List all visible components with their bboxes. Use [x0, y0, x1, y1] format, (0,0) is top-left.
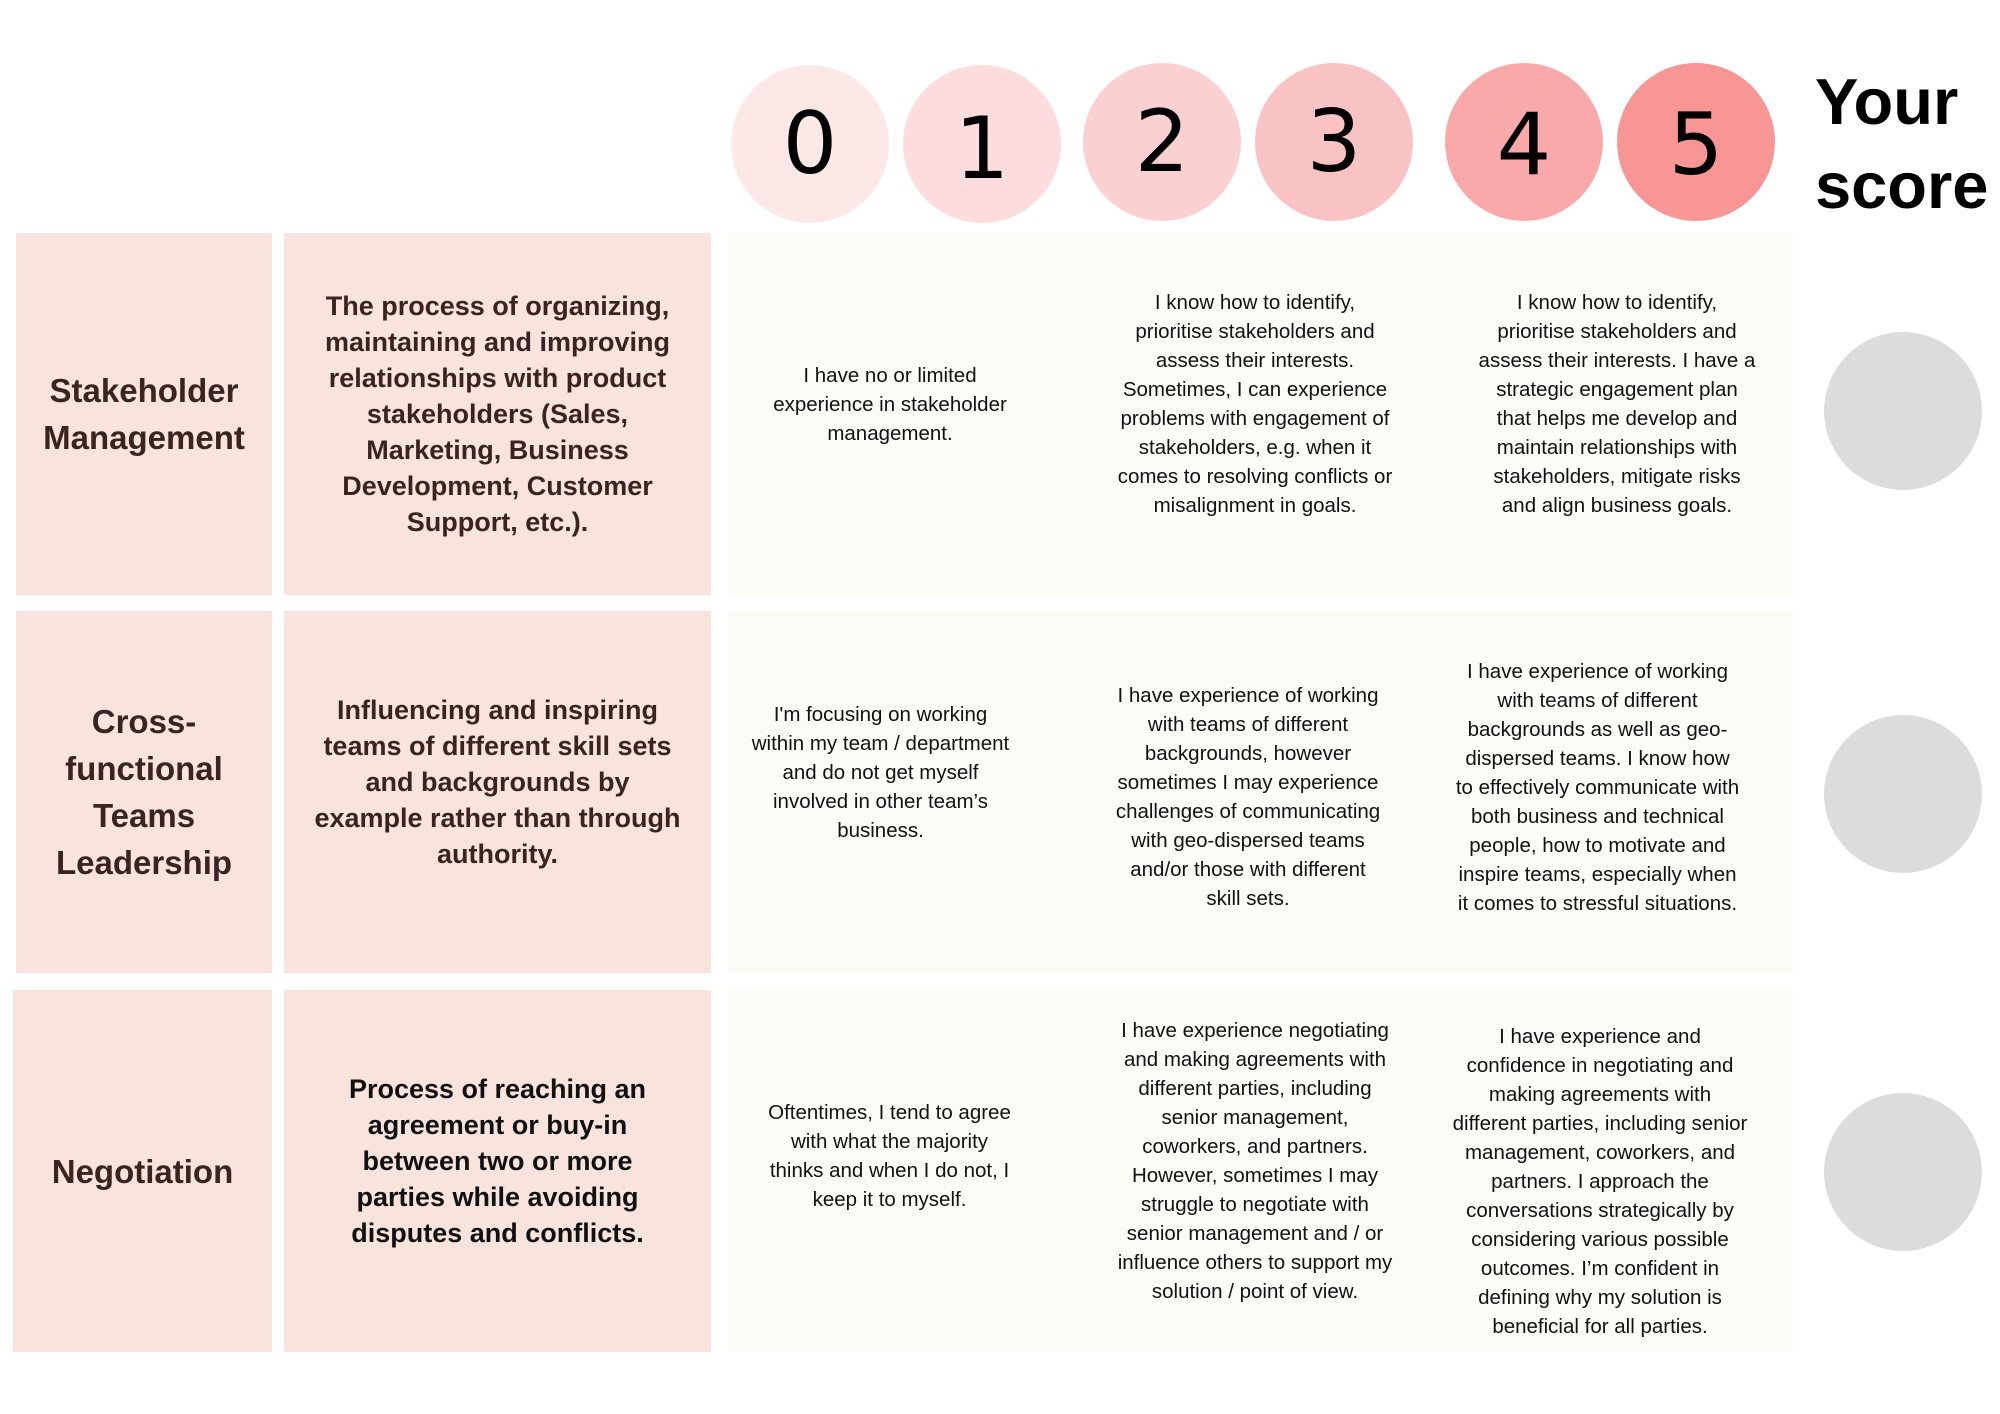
- row-1-level-0-1-text: I have no or limited experience in stakeholder management.: [773, 363, 1007, 445]
- row-1-level-2-3-description: [1115, 233, 1395, 595]
- row-1-level-0-1-description: [755, 233, 1025, 595]
- row-2-level-2-3-description: [1113, 611, 1383, 973]
- row-1-level-4-5-text: I know how to identify, prioritise stakeholders and assess their interests. I have a strategic engagement plan that helps me develop and maintain relationships with stakeholders, mitigate risks and align business goals.: [1478, 291, 1756, 517]
- row-3-score-input[interactable]: [1824, 1093, 1982, 1251]
- row-3-level-2-3-description: [1115, 990, 1395, 1352]
- row-3-level-2-3-text: I have experience negotiating and making agreements with different parties, including senior management, coworkers, and partners. However, sometimes I may struggle to negotiate with senior management and / or influence others to support my solution / point of view.: [1117, 1019, 1393, 1303]
- row-2-level-2-3-text: I have experience of working with teams of different backgrounds, however sometimes I may experience challenges of communicating with geo-dispersed teams and/or those with different skill sets.: [1115, 684, 1381, 910]
- row-1-definition: [284, 233, 711, 595]
- row-2-skill-name-text: Cross-functional Teams Leadership: [55, 703, 233, 881]
- row-2-definition-text: Influencing and inspiring teams of different skill sets and backgrounds by example rather than through authority.: [314, 695, 681, 869]
- level-5-circle: [1617, 63, 1775, 221]
- your-score-line-1: Your: [1815, 65, 1959, 138]
- row-1-score-input[interactable]: [1824, 332, 1982, 490]
- row-2-score-input[interactable]: [1824, 715, 1982, 873]
- row-3-level-4-5-text: I have experience and confidence in negotiating and making agreements with different parties, including senior management, coworkers, and partners. I approach the conversations strategically by considering various possible outcomes. I’m confident in defining why my solution is beneficial for all parties.: [1452, 1024, 1748, 1338]
- level-0-circle: [731, 65, 889, 223]
- level-2-circle: [1083, 63, 1241, 221]
- row-2-level-0-1-text: I'm focusing on working within my team / department and do not get myself involved in other team’s business.: [751, 702, 1010, 842]
- row-2-level-4-5-text: I have experience of working with teams of different backgrounds as well as geo-dispersed teams. I know how to effectively communicate with both business and technical people, how to motivate and inspire teams, especially when it comes to stressful situations.: [1455, 659, 1740, 915]
- level-3-label: 3: [1306, 92, 1362, 192]
- row-1-definition-text: The process of organizing, maintaining and improving relationships with product stakeholders (Sales, Marketing, Business Development, Customer Support, etc.).: [324, 291, 670, 537]
- level-5-label: 5: [1668, 95, 1724, 195]
- row-3-definition-text: Process of reaching an agreement or buy-in between two or more parties while avoiding disputes and conflicts.: [348, 1074, 647, 1248]
- row-3-skill-name-text: Negotiation: [51, 1152, 234, 1190]
- row-1-skill-name: [16, 233, 272, 595]
- row-2-definition: [284, 611, 711, 973]
- level-0-label: 0: [782, 94, 838, 194]
- row-3-level-0-1-text: Oftentimes, I tend to agree with what the majority thinks and when I do not, I keep it to myself.: [768, 1101, 1011, 1211]
- row-3-level-0-1-description: [762, 990, 1017, 1352]
- level-3-circle: [1255, 63, 1413, 221]
- row-2-level-0-1-description: [748, 611, 1013, 973]
- level-4-label: 4: [1496, 95, 1552, 195]
- row-3-definition: [284, 990, 711, 1352]
- your-score-line-2: score: [1815, 149, 1989, 222]
- level-1-circle: [903, 65, 1061, 223]
- row-1-skill-name-text: Stakeholder Management: [43, 372, 245, 456]
- level-4-circle: [1445, 63, 1603, 221]
- level-1-label: 1: [954, 99, 1010, 199]
- row-2-level-4-5-description: [1455, 611, 1740, 973]
- row-2-skill-name: [16, 611, 272, 973]
- row-1-level-2-3-text: I know how to identify, prioritise stakeholders and assess their interests. Sometimes, I can experience problems with engagement of stakeholders, e.g. when it comes to resolving conflicts or misalignment in goals.: [1117, 291, 1393, 517]
- row-1-level-4-5-description: [1477, 233, 1757, 595]
- your-score-heading: [1815, 60, 2000, 228]
- level-2-label: 2: [1134, 92, 1190, 192]
- row-3-level-4-5-description: [1450, 990, 1750, 1352]
- row-3-skill-name: [13, 990, 272, 1352]
